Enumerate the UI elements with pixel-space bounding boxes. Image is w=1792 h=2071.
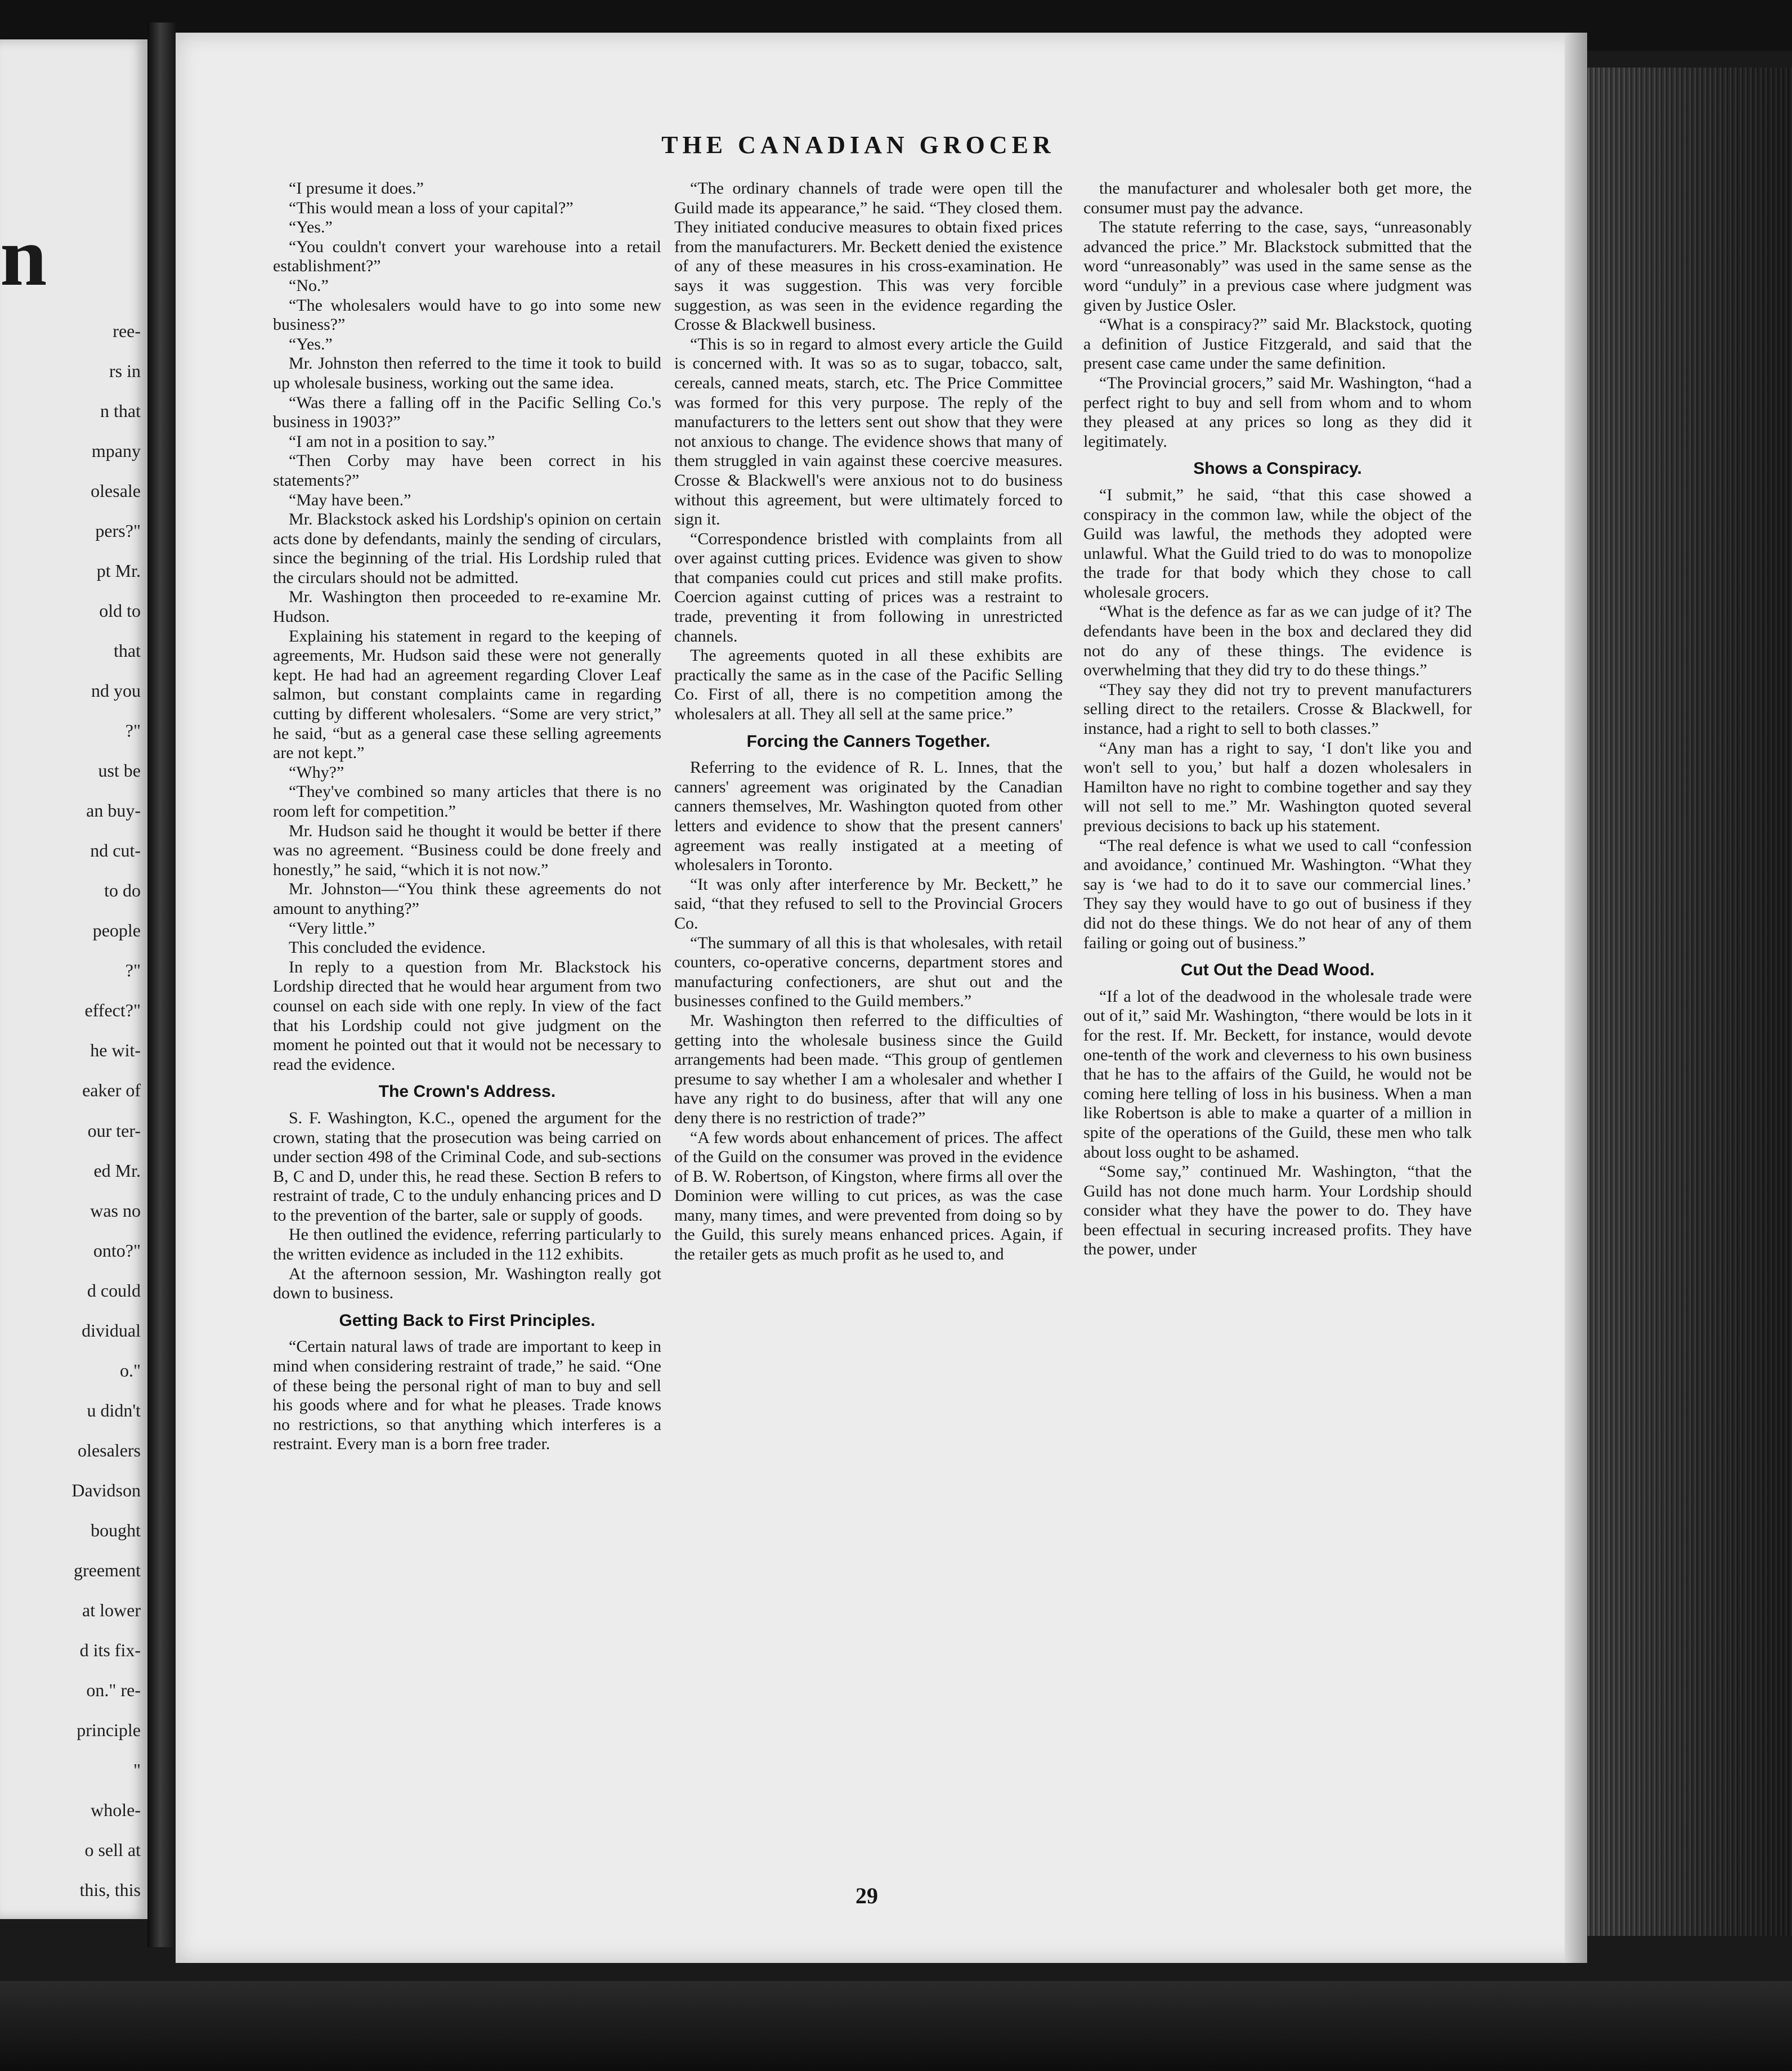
article-paragraph: S. F. Washington, K.C., opened the argument for the crown, stating that the prosecution was being carried on under section 498 of the Criminal Code, and sub-sections B, C and D, under this, he read these. Section B refers to restraint of trade, C to the unduly enhancing prices and D to the prevention of the barter, sale or supply of goods. [273, 1108, 661, 1225]
article-paragraph: “Why?” [289, 763, 344, 782]
article-paragraph: “I am not in a position to say.” [289, 432, 495, 451]
facing-page-text-fragment: to do [104, 880, 141, 901]
article-paragraph: “A few words about enhancement of prices. The affect of the Guild on the consumer was proved in the evidence of B. W. Robertson, of Kingston, where firms all over the Dominion were willing to cut prices, as was the case many, many times, and were prevented from doing so by the Guild, this surely means enhanced prices. Again, if the retailer gets as much profit as he used to, and [674, 1128, 1063, 1264]
section-heading-forcing-canners: Forcing the Canners Together. [746, 732, 991, 751]
article-paragraph: The agreements quoted in all these exhibits are practically the same as in the case of the Pacific Selling Co. First of all, there is no competition among the wholesalers at all. They all sell at the same price.” [674, 646, 1063, 724]
facing-page-text-fragment: nd you [91, 680, 141, 701]
article-paragraph: “What is a conspiracy?” said Mr. Blackstock, quoting a definition of Justice Fitzgerald, and said that the present case came under the same definition. [1083, 315, 1472, 373]
article-paragraph: the manufacturer and wholesaler both get more, the consumer must pay the advance. [1083, 179, 1472, 217]
article-paragraph: “I submit,” he said, “that this case showed a conspiracy in the common law, while the object of the Guild was lawful, the methods they adopted were unlawful. What the Guild tried to do was to monopolize the trade for that body which they chose to call wholesale grocers. [1083, 485, 1472, 602]
article-paragraph: “Yes.” [289, 218, 333, 237]
article-paragraph: “They say they did not try to prevent manufacturers selling direct to the retailers. Crosse & Blackwell, for instance, had a right to sell to both classes.” [1083, 680, 1472, 738]
article-paragraph: “Some say,” continued Mr. Washington, “that the Guild has not done much harm. Your Lordship should consider what they have the power to do. They have been effectual in securing increased profits. They have the power, under [1083, 1162, 1472, 1259]
article-paragraph: In reply to a question from Mr. Blackstock his Lordship directed that he would hear argument from two counsel on each side with one reply. In view of the fact that his Lordship could not give judgment on the moment he pointed out that it would not be necessary to read the evidence. [273, 957, 661, 1074]
section-heading-crowns-address: The Crown's Address. [378, 1082, 556, 1101]
facing-page-text-fragment: old to [99, 600, 141, 621]
facing-page-text-fragment: eaker of [82, 1080, 141, 1101]
facing-page-text-fragment: o sell at [84, 1839, 141, 1860]
facing-page-text-fragment: people [92, 920, 141, 941]
facing-page-fragment [0, 39, 147, 1919]
article-paragraph: “They've combined so many articles that there is no room left for competition.” [273, 782, 661, 821]
facing-page-text-fragment: whole- [91, 1799, 141, 1820]
facing-page-big-letter: n [0, 210, 47, 303]
facing-page-text-fragment: d its fix- [79, 1639, 141, 1660]
facing-page-text-fragment: o." [119, 1360, 141, 1380]
article-paragraph: The statute referring to the case, says, “unreasonably advanced the price.” Mr. Blackstock submitted that the word “unreasonably” was used in the same sense as the word “unduly” in a previous case where judgment was given by Justice Osler. [1083, 218, 1472, 315]
article-paragraph: “Very little.” [289, 918, 375, 938]
facing-page-text-fragment: an buy- [86, 800, 141, 821]
column-3 [1083, 179, 1472, 1259]
facing-page-text-fragment: effect?" [84, 1000, 141, 1021]
article-paragraph: “The Provincial grocers,” said Mr. Washington, “had a perfect right to buy and sell from whom and to whom they pleased at any prices so long as they did it legitimately. [1083, 373, 1472, 451]
article-paragraph: “The real defence is what we used to call “confession and avoidance,’ continued Mr. Washington. “What they say is ‘we had to do it to save our commercial lines.’ They say they would have to go out of business if they did not do these things. We do not hear of any of them failing or going out of business.” [1083, 836, 1472, 952]
article-paragraph: “Yes.” [289, 334, 333, 353]
article-paragraph: “Was there a falling off in the Pacific Selling Co.'s business in 1903?” [273, 393, 661, 432]
article-paragraph: He then outlined the evidence, referring particularly to the written evidence as included in the 112 exhibits. [273, 1225, 661, 1264]
article-paragraph: Mr. Johnston—“You think these agreements do not amount to anything?” [273, 880, 661, 918]
article-paragraph: “You couldn't convert your warehouse into a retail establishment?” [273, 237, 661, 276]
facing-page-text-fragment: ust be [98, 760, 141, 781]
section-heading-dead-wood: Cut Out the Dead Wood. [1180, 961, 1375, 980]
facing-page-text-fragment: d could [87, 1280, 141, 1301]
facing-page-text-fragment: principle [77, 1719, 141, 1740]
page-header: THE CANADIAN GROCER [661, 131, 1055, 159]
facing-page-text-fragment: that [114, 640, 141, 661]
facing-page-text-fragment: Davidson [71, 1480, 141, 1500]
facing-page-text-fragment: ed Mr. [93, 1160, 141, 1181]
facing-page-text-fragment: greement [73, 1559, 141, 1580]
facing-page-text-fragment: olesalers [78, 1440, 141, 1460]
facing-page-text-fragment: pt Mr. [96, 561, 141, 581]
article-paragraph: “The summary of all this is that wholesales, with retail counters, co-operative concerns, department stores and manufacturing confectioners, are shut out and the businesses confined to the Guild members.” [674, 933, 1063, 1011]
page-edge-shadow [1565, 33, 1587, 1963]
article-paragraph: “The wholesalers would have to go into some new business?” [273, 295, 661, 334]
article-paragraph: “May have been.” [289, 490, 411, 509]
article-paragraph: “I presume it does.” [289, 179, 424, 198]
article-paragraph: Mr. Hudson said he thought it would be better if there was no agreement. “Business could be done freely and honestly,” he said, “which it is not now.” [273, 821, 661, 879]
facing-page-text-fragment: ?" [125, 720, 141, 741]
facing-page-text-fragment: our ter- [87, 1120, 141, 1141]
facing-page-text-fragment: bought [91, 1519, 141, 1540]
facing-page-text-fragment: n that [100, 401, 141, 422]
article-paragraph: Mr. Washington then proceeded to re-examine Mr. Hudson. [273, 588, 661, 626]
facing-page-text-fragment: nd cut- [90, 840, 141, 861]
article-paragraph: “This would mean a loss of your capital?” [289, 198, 574, 217]
article-paragraph: “Any man has a right to say, ‘I don't like you and won't sell to you,’ but half a dozen wholesalers in Hamilton have no right to combine together and say they will not sell to me.” Mr. Washington quoted several previous decisions to back up his statement. [1083, 738, 1472, 835]
facing-page-text-fragment: he wit- [90, 1040, 141, 1061]
article-paragraph: Mr. Blackstock asked his Lordship's opinion on certain acts done by defendants, mainly the sending of circulars, since the beginning of the trial. His Lordship ruled that the circulars should not be admitted. [273, 510, 661, 587]
facing-page-text-fragment: pers?" [95, 521, 141, 541]
book-page-stack [1587, 68, 1792, 1936]
facing-page-text-fragment: onto?" [93, 1240, 141, 1261]
facing-page-text-fragment: rs in [109, 361, 141, 382]
article-paragraph: This concluded the evidence. [289, 938, 486, 957]
facing-page-text-fragment: ?" [125, 960, 141, 981]
facing-page-text-fragment: mpany [91, 441, 141, 461]
facing-page-text-fragment: olesale [91, 481, 141, 501]
facing-page-text-fragment: ree- [113, 321, 141, 341]
section-heading-first-principles: Getting Back to First Principles. [339, 1311, 595, 1330]
facing-page-text-fragment: at lower [82, 1599, 141, 1620]
facing-page-text-fragment: was no [90, 1200, 141, 1221]
facing-page-text-fragment: u didn't [87, 1400, 141, 1420]
article-paragraph: “This is so in regard to almost every article the Guild is concerned with. It was so as to sugar, tobacco, salt, cereals, canned meats, starch, etc. The Price Committee was formed for this very purpose. The reply of the manufacturers to the letters sent out show that they were not anxious to change. The evidence shows that many of them struggled in vain against these coercive measures. Crosse & Blackwell's were anxious not to do business without this agreement, but were ultimately forced to sign it. [674, 334, 1063, 529]
article-paragraph: “No.” [289, 276, 329, 295]
article-paragraph: Mr. Johnston then referred to the time it took to build up wholesale business, working out the same idea. [273, 354, 661, 392]
section-heading-shows-conspiracy: Shows a Conspiracy. [1193, 459, 1362, 478]
article-paragraph: At the afternoon session, Mr. Washington really got down to business. [273, 1264, 661, 1303]
article-paragraph: “Then Corby may have been correct in his statements?” [273, 451, 661, 490]
facing-page-text-fragment: dividual [82, 1320, 141, 1341]
book-gutter [147, 23, 176, 1947]
article-paragraph: “Certain natural laws of trade are important to keep in mind when considering restraint of trade,” he said. “One of these being the personal right of man to buy and sell his goods where and for what he pleases. Trade knows no restrictions, so that anything which interferes is a restraint. Every man is a born free trader. [273, 1337, 661, 1454]
article-paragraph: “The ordinary channels of trade were open till the Guild made its appearance,” he said. “They closed them. They initiated conducive measures to obtain fixed prices from the manufacturers. Mr. Beckett denied the existence of any of these measures in his cross-examination. He says it was suggestion. This was very forcible suggestion, as was seen in the evidence regarding the Crosse & Blackwell business. [674, 179, 1063, 334]
article-paragraph: “It was only after interference by Mr. Beckett,” he said, “that they refused to sell to the Provincial Grocers Co. [674, 875, 1063, 933]
article-paragraph: “If a lot of the deadwood in the wholesale trade were out of it,” said Mr. Washington, “there would be lots in it for the rest. If. Mr. Beckett, for instance, would devote one-tenth of the work and cleverness to his own business that he has to the affairs of the Guild, he would not be coming here telling of loss in his business. When a man like Robertson is able to make a quarter of a million in spite of the operations of the Guild, these men who talk about loss ought to be ashamed. [1083, 987, 1472, 1162]
facing-page-text-fragment: on." re- [86, 1679, 141, 1700]
article-paragraph: Explaining his statement in regard to the keeping of agreements, Mr. Hudson said these were not generally kept. He had had an agreement regarding Clover Leaf salmon, but constant complaints came in regarding cutting by different wholesalers. “Some are very strict,” he said, “but as a general case these selling agreements are not kept.” [273, 626, 661, 763]
article-paragraph: “What is the defence as far as we can judge of it? The defendants have been in the box and declared they did not do any of these things. The evidence is overwhelming that they did try to do these things.” [1083, 602, 1472, 680]
scan-border-bottom [0, 1981, 1792, 2071]
facing-page-text-fragment: this, this [79, 1880, 141, 1900]
article-paragraph: Referring to the evidence of R. L. Innes, that the canners' agreement was originated by the Canadian canners themselves, Mr. Washington quoted from other letters and evidence to show that the present canners' agreement was really instigated at a meeting of wholesalers in Toronto. [674, 758, 1063, 875]
article-paragraph: “Correspondence bristled with complaints from all over against cutting prices. Evidence was given to show that companies could cut prices and still make profits. Coercion against cutting of prices was a restraint to trade, preventing it from following in unrestricted channels. [674, 529, 1063, 645]
article-paragraph: Mr. Washington then referred to the difficulties of getting into the wholesale business since the Guild arrangements had been made. “This group of gentlemen presume to say whether I am a wholesaler and whether I have any right to do business, after that will any one deny there is no restriction of trade?” [674, 1011, 1063, 1127]
page-number: 29 [855, 1883, 878, 1908]
facing-page-text-fragment: " [133, 1759, 141, 1780]
column-1 [273, 179, 661, 1454]
column-2 [674, 179, 1063, 1265]
